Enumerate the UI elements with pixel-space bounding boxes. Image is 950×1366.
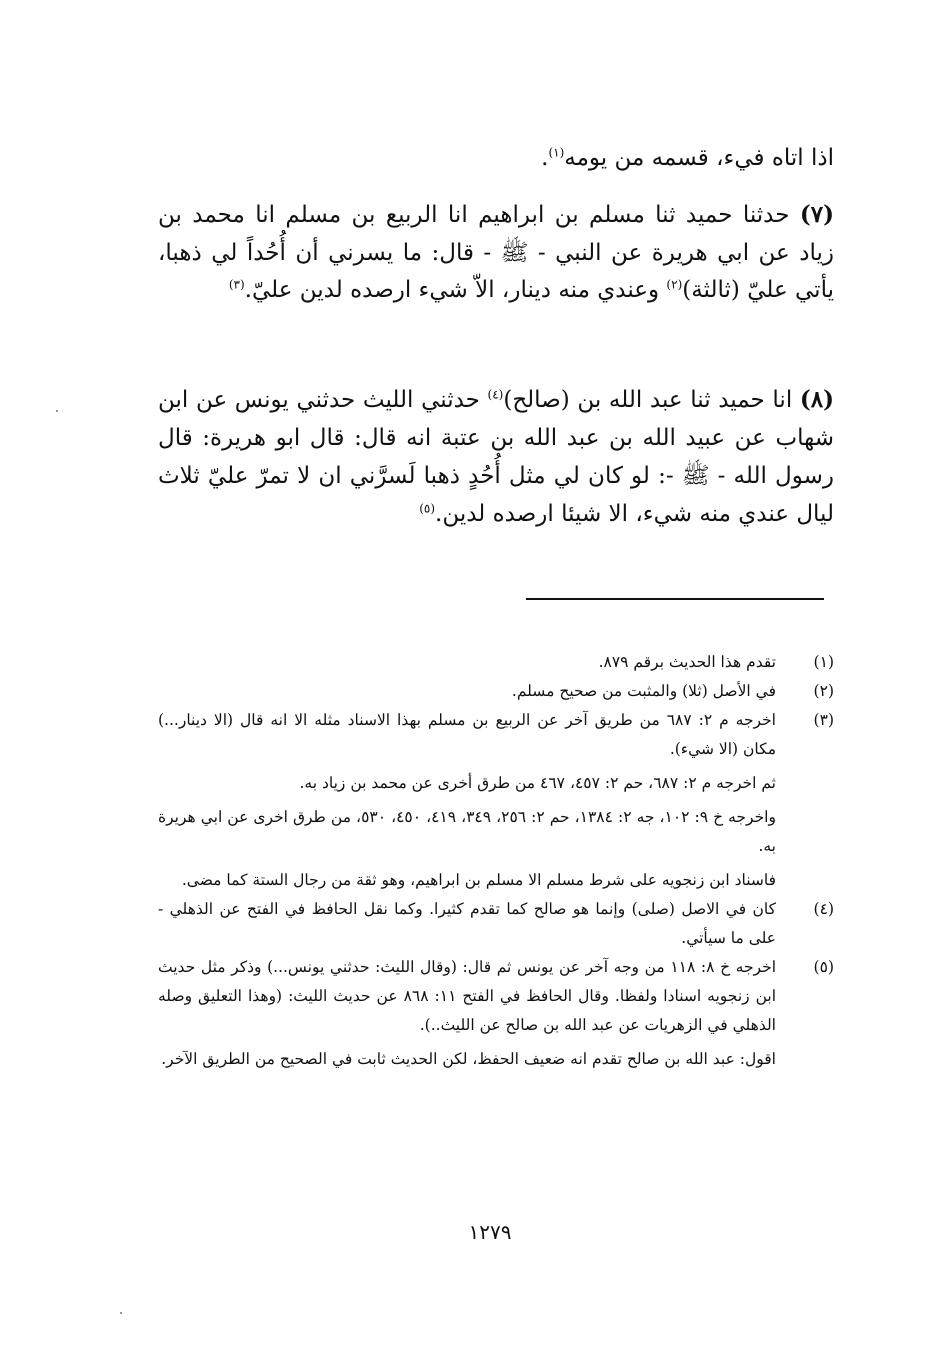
footnote-5: [158, 953, 834, 1074]
hadith-7-text-a: حدثنا حميد ثنا مسلم بن ابراهيم انا الربيع بن مسلم انا محمد بن زياد عن ابي هريرة عن النبي - ﷺ - قال: ما يسرني أن أُحُداً لي ذهبا، يأتي عليّ (ثالثة): [158, 202, 834, 303]
footnote-2: [158, 677, 834, 706]
footnote-ref-1: (١): [548, 145, 565, 160]
footnote-text: اقول: عبد الله بن صالح تقدم انه ضعيف الحفظ، لكن الحديث ثابت في الصحيح من الطريق الآخر.: [161, 1050, 776, 1068]
footnote-text: فاسناد ابن زنجويه على شرط مسلم الا مسلم بن ابراهيم، وهو ثقة من رجال الستة كما مضى.: [181, 871, 776, 889]
footnote-ref-5: (٥): [419, 501, 436, 516]
footnote-body: [158, 706, 776, 895]
footnote-number: (٥): [813, 958, 834, 976]
footnote-body: [158, 677, 776, 706]
footnote-separator: [526, 598, 824, 600]
footnote-text: اخرجه خ ٨: ١١٨ من وجه آخر عن يونس ثم قال: (وقال الليث: حدثني يونس...) وذكر مثل حديث ابن زنجويه اسنادا ولفظا. وقال الحافظ في الفتح ١١: ٨٦٨ عن حديث الليث: (وهذا التعليق وصله الذهلي في الزهريات عن عبد الله بن صالح عن الليث..).: [158, 958, 777, 1034]
footnote-ref-3: (٣): [228, 277, 245, 292]
footnote-number: (١): [813, 653, 834, 671]
footnote-text: في الأصل (ثلا) والمثبت من صحيح مسلم.: [511, 682, 776, 700]
footnote-text: اخرجه م ٢: ٦٨٧ من طريق آخر عن الربيع بن مسلم بهذا الاسناد مثله الا انه قال (الا دينار...) مكان (الا شيء).: [158, 711, 776, 758]
footnote-text: واخرجه خ ٩: ١٠٢، جه ٢: ١٣٨٤، حم ٢: ٢٥٦، ٣٤٩، ٤١٩، ٤٥٠، ٥٣٠، من طرق اخرى عن ابي هريرة به.: [158, 808, 776, 855]
footnote-ref-4: (٤): [487, 387, 504, 402]
footnote-ref-2: (٢): [666, 277, 683, 292]
footnotes-section: [158, 648, 834, 1074]
hadith-8-text-a: انا حميد ثنا عبد الله بن (صالح): [503, 387, 793, 413]
page-number: ١٢٧٩: [468, 1220, 512, 1244]
footnote-body: [158, 953, 776, 1074]
opening-line-text: اذا اتاه فيء، قسمه من يومه: [564, 145, 834, 171]
footnote-3: [158, 706, 834, 895]
footnote-body: [158, 648, 776, 677]
footnote-4: [158, 895, 834, 953]
footnote-text: كان في الاصل (صلى) وإنما هو صالح كما تقدم كثيرا. وكما نقل الحافظ في الفتح عن الذهلي - على ما سيأتي.: [158, 900, 776, 947]
hadith-8-text-b: حدثني الليث حدثني يونس عن ابن شهاب عن عبيد الله بن عبد الله بن عتبة انه قال: قال ابو هريرة: قال رسول الله - ﷺ -: لو كان لي مثل أُحُدٍ ذهبا لَسرَّني ان لا تمرّ عليّ ثلاث ليال عندي منه شيء، الا شيئا ارصده لدين.: [158, 387, 834, 527]
footnote-number: (٣): [813, 711, 834, 729]
hadith-paragraph-8: [158, 381, 834, 533]
footnote-text: ثم اخرجه م ٢: ٦٨٧، حم ٢: ٤٥٧، ٤٦٧ من طرق أخرى عن محمد بن زياد به.: [299, 774, 776, 792]
opening-line-end: .: [541, 145, 549, 171]
hadith-number-7: (٧): [799, 201, 834, 228]
footnote-text: تقدم هذا الحديث برقم ٨٧٩.: [598, 653, 776, 671]
footnote-1: [158, 648, 834, 677]
footnote-body: [158, 895, 776, 953]
hadith-number-8: (٨): [799, 386, 834, 413]
footnote-number: (٤): [813, 900, 834, 918]
footnote-number: (٢): [813, 682, 834, 700]
opening-line: [158, 138, 834, 178]
hadith-paragraph-7: [158, 196, 834, 310]
hadith-7-text-b: وعندي منه دينار، الاّ شيء ارصده لدين عليّ.: [244, 277, 660, 303]
scan-speck: [120, 1312, 122, 1314]
scan-speck: [56, 410, 58, 412]
